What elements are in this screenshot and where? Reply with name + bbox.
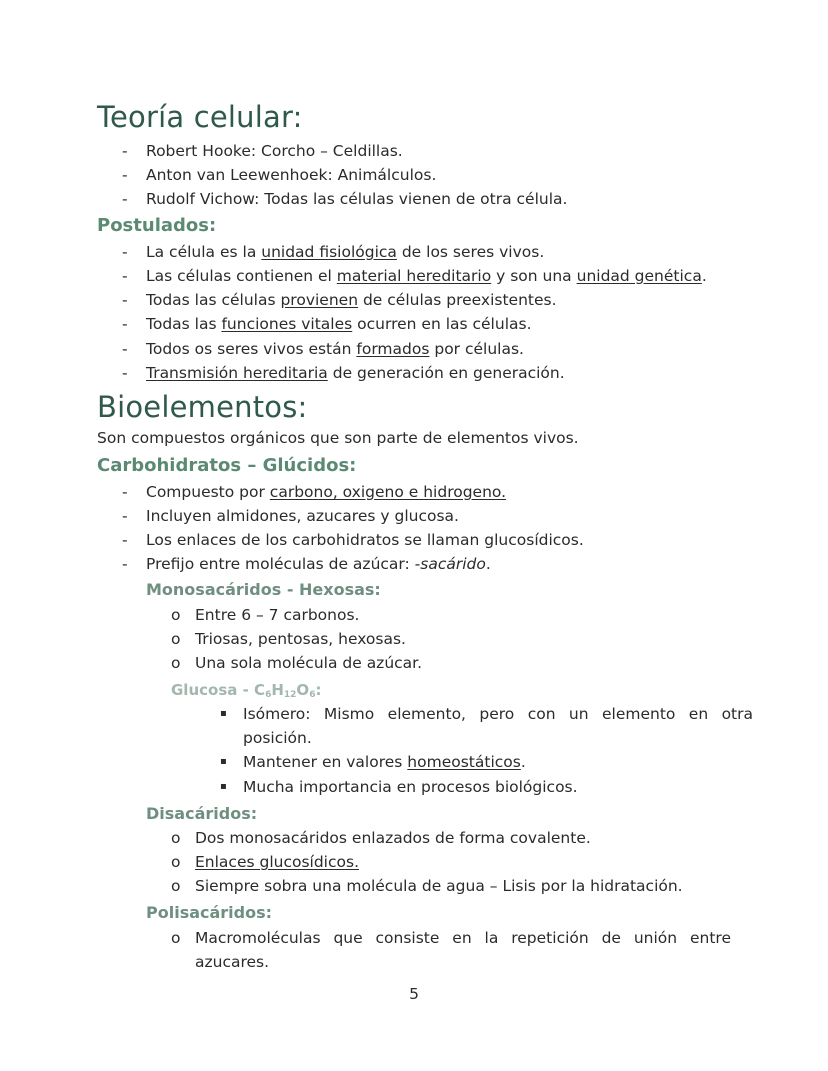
underlined-term: Enlaces glucosídicos. [195,853,359,871]
heading-glucosa: Glucosa - $C_6H_{12}O_6$: [171,681,322,700]
list-item-text: Robert Hooke: Corcho – Celdillas. [146,142,403,160]
dash-bullet: - [122,243,128,261]
list-item-text: Anton van Leewenhoek: Animálculos. [146,166,437,184]
heading-carbohidratos: Carbohidratos – Glúcidos: [97,455,357,476]
circle-bullet: o [171,654,181,672]
square-bullet: ▪ [220,756,227,767]
heading-teoria-celular: Teoría celular: [97,100,303,134]
dash-bullet: - [122,555,128,573]
dash-bullet: - [122,190,128,208]
list-item-text: Dos monosacáridos enlazados de forma covalente. [195,829,591,847]
underlined-term: provienen [280,291,359,309]
underlined-term: material hereditario [336,267,492,285]
dash-bullet: - [122,166,128,184]
underlined-term: carbono, oxigeno e hidrogeno. [269,483,507,501]
dash-bullet: - [122,315,128,333]
heading-disacaridos: Disacáridos: [146,804,258,823]
heading-monosacaridos: Monosacáridos - Hexosas: [146,580,381,599]
list-item-text: Macromoléculas que consiste en la repetición de unión entre azucares. [195,929,731,971]
list-item-text: Rudolf Vichow: Todas las células vienen de otra célula. [146,190,568,208]
heading-postulados: Postulados: [97,215,217,236]
bioelementos-intro: Son compuestos orgánicos que son parte de elementos vivos. [97,429,579,447]
list-item-text: Las células contienen el material hereditario y son una unidad genética. [146,267,707,285]
list-item-text: Transmisión hereditaria de generación en generación. [146,364,565,382]
list-item-text: Compuesto por carbono, oxigeno e hidrogeno. [146,483,507,501]
circle-bullet: o [171,877,181,895]
list-item-text: Entre 6 – 7 carbonos. [195,606,360,624]
page-number: 5 [409,985,419,1003]
underlined-term: formados [356,340,430,358]
list-item-text: Incluyen almidones, azucares y glucosa. [146,507,459,525]
dash-bullet: - [122,142,128,160]
list-item-text: Prefijo entre moléculas de azúcar: -sacárido. [146,555,491,573]
circle-bullet: o [171,853,181,871]
dash-bullet: - [122,483,128,501]
list-item-text: Todas las células provienen de células preexistentes. [146,291,557,309]
underlined-term: funciones vitales [221,315,353,333]
list-item-text: Los enlaces de los carbohidratos se llaman glucosídicos. [146,531,584,549]
italic-term: -sacárido [414,555,486,573]
list-item-text: Siempre sobra una molécula de agua – Lisis por la hidratación. [195,877,683,895]
list-item-text: Triosas, pentosas, hexosas. [195,630,406,648]
list-item-text: Isómero: Mismo elemento, pero con un elemento en otra posición. [243,705,753,747]
list-item-text: Mucha importancia en procesos biológicos. [243,778,578,796]
underlined-term: homeostáticos [407,753,521,771]
dash-bullet: - [122,291,128,309]
underlined-term: Transmisión hereditaria [146,364,328,382]
underlined-term: unidad genética [576,267,702,285]
dash-bullet: - [122,340,128,358]
underlined-term: unidad fisiológica [261,243,397,261]
heading-polisacaridos: Polisacáridos: [146,903,273,922]
list-item-text: Todas las funciones vitales ocurren en las células. [146,315,532,333]
heading-bioelementos: Bioelementos: [97,390,308,424]
list-item-text: Todos os seres vivos están formados por células. [146,340,524,358]
circle-bullet: o [171,630,181,648]
circle-bullet: o [171,829,181,847]
list-item-text: La célula es la unidad fisiológica de los seres vivos. [146,243,545,261]
circle-bullet: o [171,606,181,624]
square-bullet: ▪ [220,781,227,792]
dash-bullet: - [122,364,128,382]
dash-bullet: - [122,267,128,285]
circle-bullet: o [171,929,181,947]
dash-bullet: - [122,531,128,549]
list-item-text: Una sola molécula de azúcar. [195,654,423,672]
dash-bullet: - [122,507,128,525]
list-item-text: Mantener en valores homeostáticos. [243,753,526,771]
square-bullet: ▪ [220,708,227,719]
